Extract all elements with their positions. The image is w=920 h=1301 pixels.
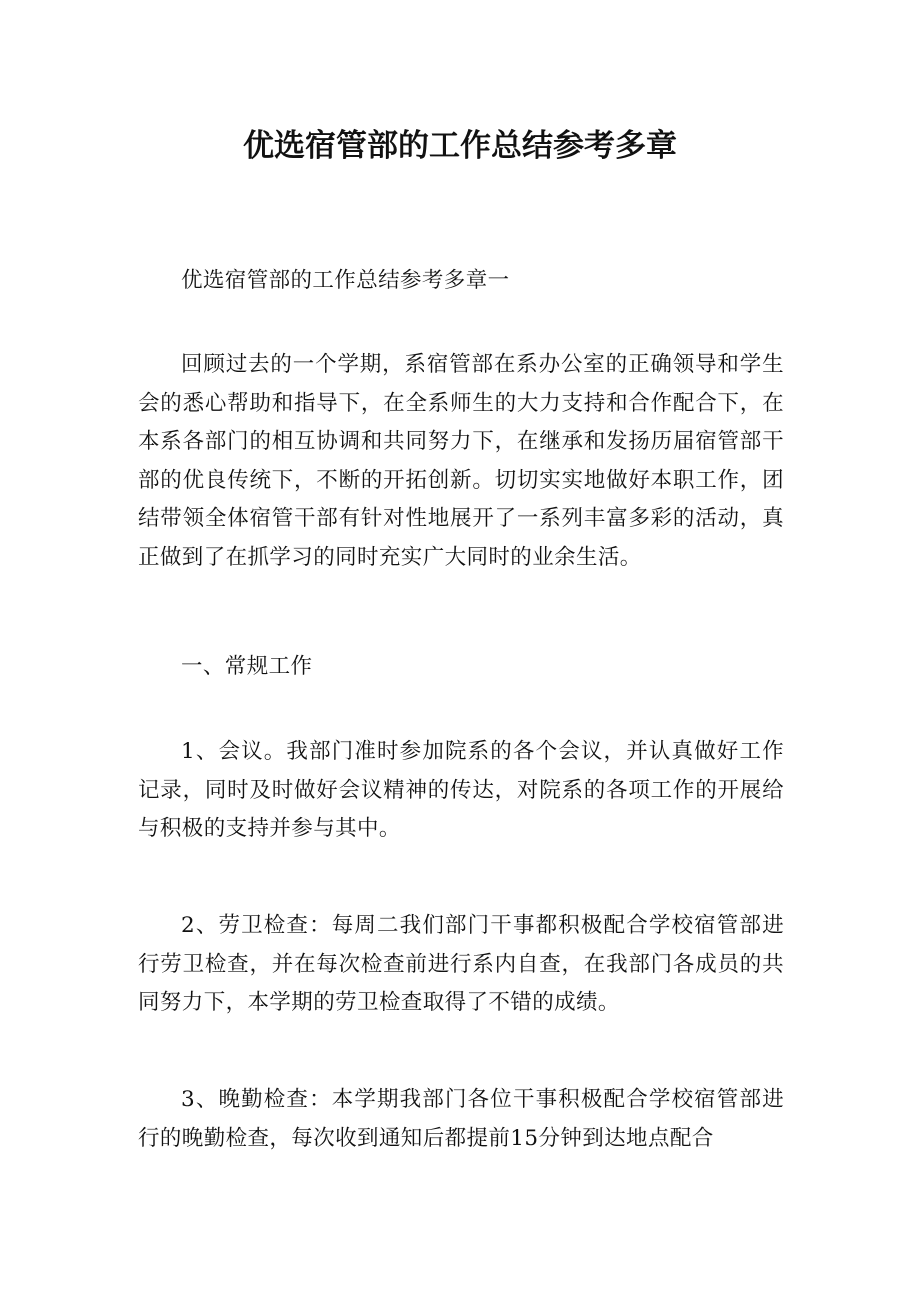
- document-subtitle: 优选宿管部的工作总结参考多章一: [181, 268, 510, 293]
- item-hygiene-inspection-paragraph: 2、劳卫检查：每周二我们部门干事都积极配合学校宿管部进行劳卫检查，并在每次检查前进行系内自查，在我部门各成员的共同努力下，本学期的劳卫检查取得了不错的成绩。: [138, 913, 784, 1015]
- intro-paragraph: 回顾过去的一个学期，系宿管部在系办公室的正确领导和学生会的悉心帮助和指导下，在全系师生的大力支持和合作配合下，在本系各部门的相互协调和共同努力下，在继承和发扬历届宿管部干部的优良传统下，不断的开拓创新。切切实实地做好本职工作，团结带领全体宿管干部有针对性地展开了一系列丰富多彩的活动，真正做到了在抓学习的同时充实广大同时的业余生活。: [138, 352, 784, 570]
- item-night-inspection-paragraph: 3、晚勤检查：本学期我部门各位干事积极配合学校宿管部进行的晚勤检查，每次收到通知后都提前15分钟到达地点配合: [138, 1087, 784, 1151]
- section-heading-routine-work: 一、常规工作: [181, 654, 313, 679]
- document-title: 优选宿管部的工作总结参考多章: [243, 128, 677, 164]
- item-meetings-paragraph: 1、会议。我部门准时参加院系的各个会议，并认真做好工作记录，同时及时做好会议精神的传达，对院系的各项工作的开展给与积极的支持并参与其中。: [138, 739, 784, 841]
